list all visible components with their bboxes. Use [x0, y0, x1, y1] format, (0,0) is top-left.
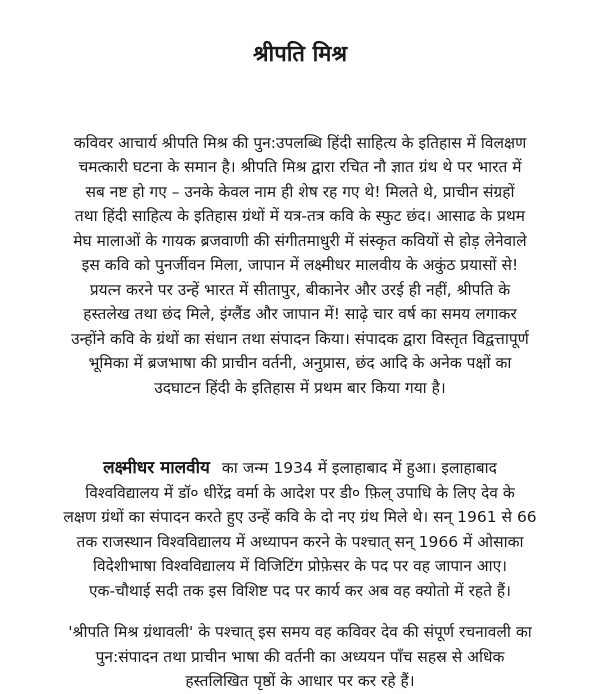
text-line: तथा हिंदी साहित्य के इतिहास ग्रंथों में यत्र-तत्र कवि के स्फुट छंद। आसाढ के प्रथम [74, 207, 526, 225]
text-line [14, 457, 586, 479]
text-line: मेघ मालाओं के गायक ब्रजवाणी की संगीतमाधुरी में संस्कृत कवियों से होड़ लेनेवाले [73, 232, 527, 250]
page-title: श्रीपति मिश्र [252, 42, 348, 67]
text-line: प्रयत्न करने पर उन्हें भारत में सीतापुर, बीकानेर और उरई ही नहीं, श्रीपति के [89, 281, 511, 299]
text-line: भूमिका में ब्रजभाषा की प्राचीन वर्तनी, अनुप्रास, छंद आदि के अनेक पक्षों का [88, 354, 512, 372]
text-line: उदघाटन हिंदी के इतिहास में प्रथम बार किया गया है। [154, 379, 446, 397]
author-name: लक्ष्मीधर मालवीय [103, 458, 210, 478]
text-line: 'श्रीपति मिश्र ग्रंथावली' के पश्चात् इस समय वह कविवर देव की संपूर्ण रचनावली का [68, 623, 532, 641]
text-line: सब नष्ट हो गए – उनके केवल नाम ही शेष रह गए थे! मिलते थे, प्राचीन संग्रहों [85, 183, 515, 201]
text-line: एक-चौथाई सदी तक इस विशिष्ट पद पर कार्य कर अब वह क्योतो में रहते हैं। [88, 582, 512, 600]
text-line: कविवर आचार्य श्रीपति मिश्र की पुन:उपलब्धि हिंदी साहित्य के इतिहास में विलक्षण [73, 134, 527, 152]
text-line: लक्षण ग्रंथों का संपादन करते हुए उन्हें कवि के दो नए ग्रंथ मिले थे। सन् 1961 से 66 [63, 508, 537, 526]
text-line: पुन:संपादन तथा प्राचीन भाषा की वर्तनी का अध्ययन पाँच सहस्र से अधिक [95, 648, 505, 666]
text-line: उन्होंने कवि के ग्रंथों का संधान तथा संपादन किया। संपादक द्वारा विस्तृत विद्वत्तापूर्ण [71, 330, 529, 348]
text-span: का जन्म 1934 में इलाहाबाद में हुआ। इलाहाबाद [221, 459, 497, 477]
text-line: हस्तलेख तथा छंद मिले, इंग्लैंड और जापान में! साढ़े चार वर्ष का समय लगाकर [83, 305, 517, 323]
text-line: चमत्कारी घटना के समान है। श्रीपति मिश्र द्वारा रचित नौ ज्ञात ग्रंथ थे पर भारत में [78, 158, 522, 176]
text-line: इस कवि को पुनर्जीवन मिला, जापान में लक्ष्मीधर मालवीय के अकुंठ प्रयासों से! [81, 256, 519, 274]
text-line: विश्वविद्यालय में डॉ० धीरेंद्र वर्मा के आदेश पर डी० फ़िल् उपाधि के लिए देव के [85, 484, 515, 502]
text-line: तक राजस्थान विश्वविद्यालय में अध्यापन करने के पश्चात् सन् 1966 में ओसाका [76, 533, 524, 551]
text-line: विदेशीभाषा विश्वविद्यालय में विजिटिंग प्रोफ़ेसर के पद पर वह जापान आए। [92, 557, 508, 575]
text-line: हस्तलिखित पृष्ठों के आधार पर कर रहे हैं। [185, 672, 415, 690]
